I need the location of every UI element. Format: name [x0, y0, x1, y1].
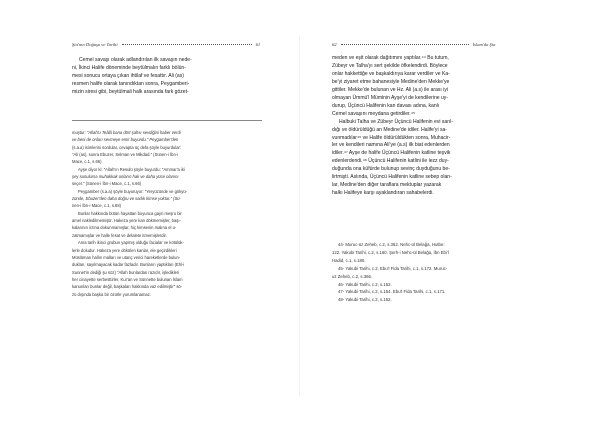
body-line: onlar hakkettiğe ve başkaldırıya karar verdiler ve Ka-: [332, 70, 450, 77]
footnote-line: dukları, sayılmayacak kadar fazladır. Bunların yaptıkları (Ehl-i: [72, 262, 185, 268]
footnote-separator: [72, 120, 262, 121]
footnote-line: her cinayette serbesttirler, Kur'an ve Sünnette bulunan İslam: [72, 276, 183, 282]
body-line: ni, İkinci Halife döneminde beytülmalın farklı bölün-: [72, 64, 186, 71]
body-line: vunmadılar⁴⁶ ve Halife öldürüldükten sonra, Muhacir-: [332, 134, 451, 141]
footnote-line: uz Zeheb, c.2, s.366.: [332, 273, 373, 279]
footnote-line: lerle doludur. Hakeza yere dökülen kanlar, ele geçirdikleri: [72, 247, 177, 253]
footnote-line: 47- Yakubi Tarihi, c.2, s.154. Ebu'l Fida Tarihi, c.1, s.171.: [338, 289, 446, 295]
footnote-line: 122. Yakubi Tarihi, c.2, s.160. Şerh-i Nehc-ül Belağa, İbn Ebi'l: [332, 249, 449, 255]
right-page-header: [332, 42, 526, 47]
left-body-text: [72, 57, 266, 97]
footnote-line: 44- Muruc-üz Zeheb, c.2, s.362. Nehc-ül Belağa, Hutbe:: [338, 242, 445, 247]
footnote-line: 45- Yakubi Tarihi, c.2. Ebu'l Fida Tarihi, c.1, s.172. Muruc-: [338, 265, 448, 271]
footnote-line: Mace, c.1, s.66): [72, 159, 102, 165]
body-line: lirtmişti. Aslında, Üçüncü Halifenin katline sebep olan-: [332, 174, 452, 181]
footnote-line: kanunları bunlar değil, başkaları hakkında vaz edilmiştir" sö-: [72, 284, 183, 290]
footnote-line: "Ali (as), sonra Ebuzer, Selman ve Mikdad." (Sünen-i İbn-i: [72, 152, 179, 158]
right-page-number: 62: [332, 42, 337, 47]
footnote-line: şey sunulursa muhakkak onların hak ve daha yüce olanını: [72, 174, 179, 180]
left-page-header: [72, 42, 266, 47]
footnote-line: seçer." (Sünen-i İbn-i Mace, c.1, s.66): [72, 181, 142, 187]
body-line: ler ve kendileri namına Ali'ye (a.s) ilk biat edenlerden: [332, 142, 450, 149]
footnote-line: amel nakledilmemiştir. Hakeza yere kan dökmemişler, başı-: [72, 218, 181, 224]
body-line: duğunda ona küfürde bulunup sevinç duyduğunu be-: [332, 166, 450, 173]
right-body-text: [332, 55, 530, 198]
left-page-number: 61: [255, 42, 261, 47]
body-line: halkı Halifeye karşı ayaklandıran sahabelerdi.: [332, 190, 434, 197]
footnote-line: Ama tarih ikinci grubun yapmış olduğu facialar ve kötülük-: [78, 240, 184, 246]
body-line: mizin siresi gibi, beytülmali halk arasında fark gözet-: [72, 88, 189, 95]
left-header-title: Şia'nın Doğuşu ve Tarihi: [72, 42, 118, 47]
body-line: durup, Üçüncü Halifenin kan davası adına, kanlı: [332, 102, 440, 109]
body-line: olmayan Ümmü'l Müminin Ayşe'yi de kendilerine uy-: [332, 94, 448, 101]
footnote-line: zatmamışlar ve halle fesat ve delalete itmemişlerdir.: [72, 232, 167, 238]
body-line: mesi sonucu ortaya çıkan ihtilaf ve fesattır. Ali (as): [72, 72, 184, 79]
footnote-line: zünde, Ebuzer'den daha doğru ve sadık kimse yoktur." (Sü-: [72, 196, 181, 202]
footnote-line: zü dışında başka bir özürle yorumlanamaz.: [72, 291, 151, 297]
footnote-line: 46- Yakubi Tarihi, c.2, s.152.: [338, 281, 392, 287]
footnote-line: (s.a.a) isimlerini sordular, cevapta üç defa şöyle buyurdular:: [72, 144, 182, 150]
header-dot-leader: [122, 44, 252, 45]
right-page: [300, 0, 600, 424]
body-line: Cemel savaşını meydana getirdiler.⁴⁵: [332, 110, 416, 117]
footnote-line: Bunlar hakkında bütün hayattan boyunca gayri meşru bir: [78, 210, 182, 216]
footnote-line: muştur: "Allah'u Teâlâ bana dört şahsı sevdiğini haber verdi: [72, 130, 181, 135]
footnote-line: Hadid, c.1, s.180.: [332, 257, 366, 263]
body-line: Halbuki Talha ve Zübeyr Üçüncü Halifenin evi sarıl-: [339, 118, 454, 125]
right-header-title: İslam'da Şia: [472, 42, 496, 47]
footnote-line: Müslüman hallın malları ve utanç verici hareketlerde bulun-: [72, 254, 181, 260]
footnote-line: Ayşe diyor ki: "Allah'ın Resulü şöyle buyurdu: "Ammar'a iki: [78, 166, 185, 172]
footnote-line: ve beni de onları sevmeye emir buyurdu." Peygamber'den: [72, 137, 179, 143]
body-line: idiler.⁴⁷ Ayşe de halife Üçüncü Halifenin katline teşvik: [332, 150, 451, 157]
body-line: meden ve eşit olarak dağıtımını yaptılar.⁴⁴ Bu tutum,: [332, 55, 449, 61]
body-line: Cemel savaşı olarak adlandırılan ilk savaşın nede-: [79, 57, 192, 63]
footnote-line: Sunnet'in dediği şu söz) "Allah bunlardan razıdır, işledikleri: [72, 269, 180, 275]
footnote-line: kalarının irzına dokunmamışlar, hiç kimsenin malına el u-: [72, 225, 177, 231]
body-line: Zübeyr ve Talha'yı sert şekilde öfkelendirdi. Böylece: [332, 62, 448, 69]
header-dot-leader: [341, 44, 469, 45]
body-line: be'yi ziyaret etme bahanesiyle Medine'den Mekke'ye: [332, 78, 450, 85]
body-line: resmen halife olarak tanındıktan sonra, Peygamberi-: [72, 80, 190, 87]
body-line: edenlerdendi.⁴⁸ Üçüncü Halifenin katlini ile lezz duy-: [332, 158, 449, 165]
left-footnotes: [72, 129, 264, 298]
body-line: lar, Medine'den diğer taraflara mektuplar yazarak: [332, 182, 442, 189]
footnote-line: 48- Yakubi Tarihi, c.2, s.152.: [338, 297, 392, 303]
footnote-line: Peygamber (s.a.a) şöyle buyuruyor: "Yeryüzünde ve gökyü-: [78, 188, 188, 194]
body-line: gittiler. Mekke'de bulunan ve Hz. Ali (a.s) ile arası iyi: [332, 86, 448, 93]
body-line: dığı ve öldürüldüğü an Medine'de idiler. Halife'yi sa-: [332, 126, 447, 133]
footnote-line: nen-i İbn-i Mace, c.1, s.68): [72, 203, 122, 209]
right-footnotes: [332, 241, 528, 304]
